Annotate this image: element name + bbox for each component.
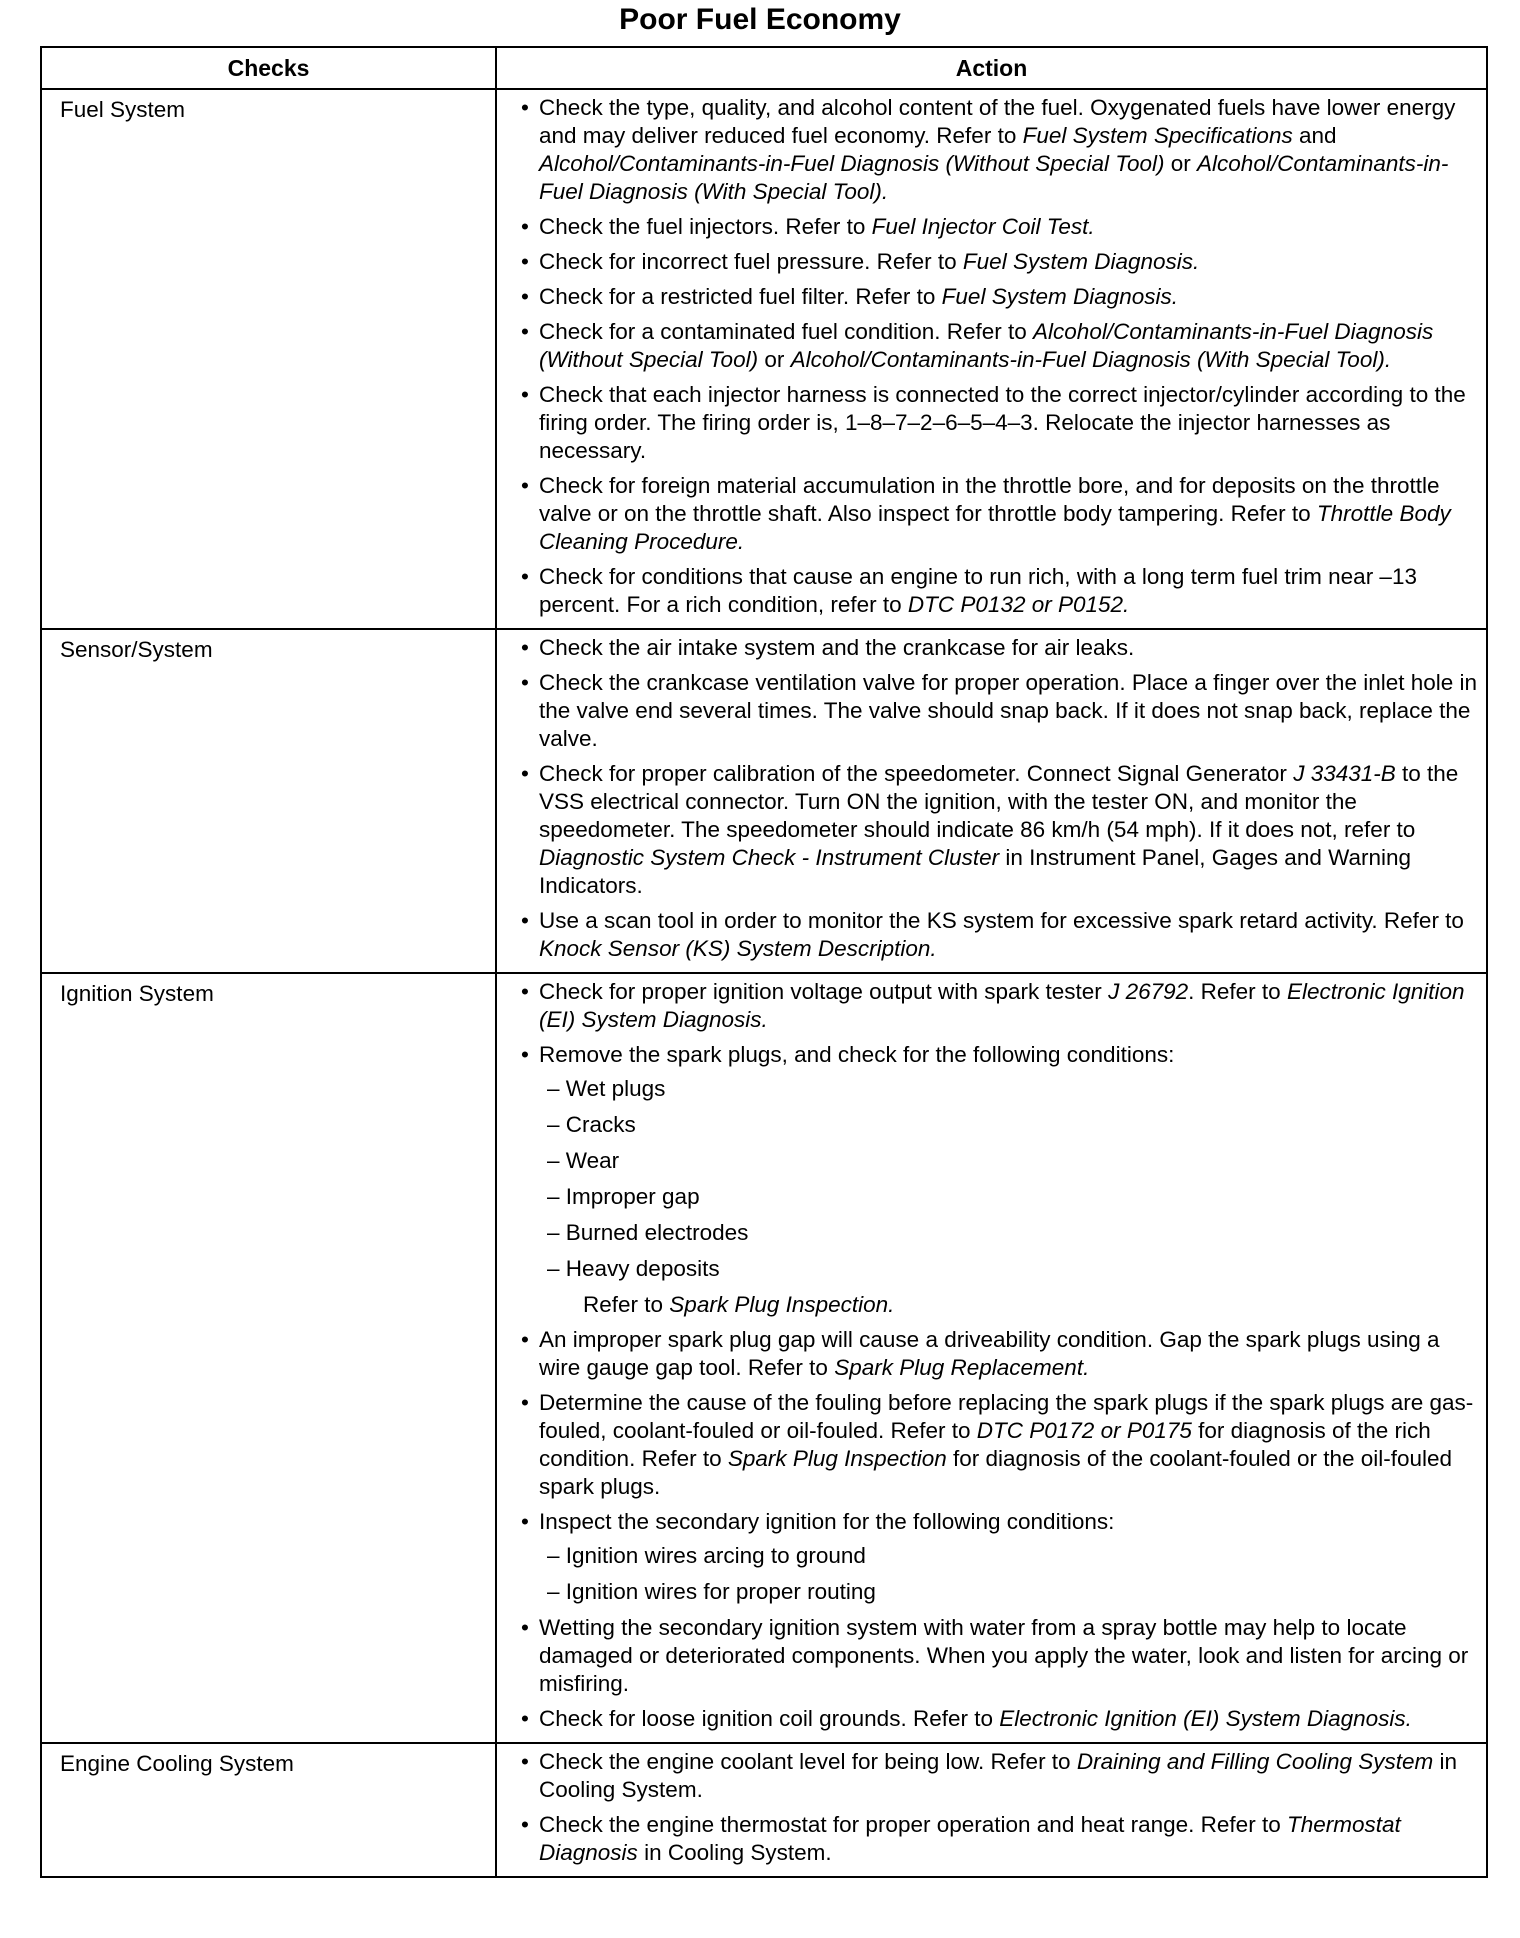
reference-prefix: Refer to [583, 1292, 670, 1317]
sub-item: – Heavy deposits [547, 1256, 720, 1281]
action-item: • Wetting the secondary ignition system with water from a spray bottle may help to locate damaged or deteriorated components. When you apply the water, look and listen for arcing or misfiring. [517, 1614, 1478, 1698]
reference-link: Alcohol/Contaminants-in-Fuel Diagnosis (With Special Tool). [790, 347, 1392, 372]
reference-link: Spark Plug Inspection [727, 1446, 947, 1471]
table-row-engine-cooling-system [41, 1743, 1487, 1877]
sub-item: – Wear [547, 1148, 620, 1173]
action-item: • Check the crankcase ventilation valve for proper operation. Place a finger over the inlet hole in the valve end several times. The valve should snap back. If it does not snap back, replace the valve. [517, 669, 1478, 753]
reference-link: DTC P0172 or P0175 [976, 1418, 1192, 1443]
reference-link: Throttle Body Cleaning Procedure. [539, 501, 1451, 554]
action-list [517, 94, 1478, 619]
action-item: • Check for proper calibration of the speedometer. Connect Signal Generator J 33431-B to the VSS electrical connector. Turn ON the ignition, with the tester ON, and monitor the speedometer. The speedometer should indicate 86 km/h (54 mph). If it does not, refer to Diagnostic System Check - Instrument Cluster in Instrument Panel, Gages and Warning Indicators. [517, 760, 1478, 900]
reference-link: Knock Sensor (KS) System Description. [539, 936, 937, 961]
action-item [517, 1508, 1478, 1606]
action-item: • Check the engine thermostat for proper operation and heat range. Refer to Thermostat Diagnosis in Cooling System. [517, 1811, 1478, 1867]
action-list [517, 978, 1478, 1733]
action-column-header: Action [496, 47, 1487, 89]
action-item [517, 1041, 1478, 1319]
action-item: • Check the type, quality, and alcohol content of the fuel. Oxygenated fuels have lower energy and may deliver reduced fuel economy. Refer to Fuel System Specifications and Alcohol/Contaminants-in-Fuel Diagnosis (Without Special Tool) or Alcohol/Contaminants-in-Fuel Diagnosis (With Special Tool). [517, 94, 1478, 206]
checks-column-header: Checks [41, 47, 496, 89]
reference-link: J 26792 [1108, 979, 1189, 1004]
reference-link: Spark Plug Replacement. [834, 1355, 1090, 1380]
action-list [517, 634, 1478, 963]
action-item: • An improper spark plug gap will cause a driveability condition. Gap the spark plugs using a wire gauge gap tool. Refer to Spark Plug Replacement. [517, 1326, 1478, 1382]
table-row-ignition-system [41, 973, 1487, 1743]
action-item: • Check for foreign material accumulation in the throttle bore, and for deposits on the throttle valve or on the throttle shaft. Also inspect for throttle body tampering. Refer to Throttle Body Cleaning Procedure. [517, 472, 1478, 556]
action-item: • Determine the cause of the fouling before replacing the spark plugs if the spark plugs are gas-fouled, coolant-fouled or oil-fouled. Refer to DTC P0172 or P0175 for diagnosis of the rich condition. Refer to Spark Plug Inspection for diagnosis of the coolant-fouled or the oil-fouled spark plugs. [517, 1389, 1478, 1501]
table-header-row [41, 47, 1487, 89]
action-item: • Check that each injector harness is connected to the correct injector/cylinder according to the firing order. The firing order is, 1–8–7–2–6–5–4–3. Relocate the injector harnesses as necessary. [517, 381, 1478, 465]
reference-link: Fuel System Specifications [1022, 123, 1293, 148]
sub-item: – Cracks [547, 1112, 636, 1137]
page-title: Poor Fuel Economy [619, 3, 901, 36]
action-item: • Check the engine coolant level for being low. Refer to Draining and Filling Cooling System in Cooling System. [517, 1748, 1478, 1804]
action-item: • Check for a contaminated fuel condition. Refer to Alcohol/Contaminants-in-Fuel Diagnosis (Without Special Tool) or Alcohol/Contaminants-in-Fuel Diagnosis (With Special Tool). [517, 318, 1478, 374]
reference-link: Thermostat Diagnosis [539, 1812, 1401, 1865]
action-item: • Check the air intake system and the crankcase for air leaks. [517, 634, 1478, 662]
check-cell: Ignition System [41, 973, 496, 1743]
spark-plug-condition-list [539, 1075, 1478, 1283]
action-cell [496, 89, 1487, 629]
sub-item: – Wet plugs [547, 1076, 666, 1101]
reference-link: Electronic Ignition (EI) System Diagnosis. [539, 979, 1465, 1032]
table-row-fuel-system [41, 89, 1487, 629]
spark-plug-reference [539, 1291, 1478, 1319]
sub-item: – Burned electrodes [547, 1220, 749, 1245]
action-item: • Check for incorrect fuel pressure. Refer to Fuel System Diagnosis. [517, 248, 1478, 276]
diagnosis-table [40, 46, 1488, 1878]
reference-link: J 33431-B [1293, 761, 1396, 786]
action-cell [496, 973, 1487, 1743]
action-list [517, 1748, 1478, 1867]
action-item: • Check for loose ignition coil grounds. Refer to Electronic Ignition (EI) System Diagnosis. [517, 1705, 1478, 1733]
action-text: Inspect the secondary ignition for the following conditions: [539, 1509, 1115, 1534]
check-cell: Fuel System [41, 89, 496, 629]
table-row-sensor-system [41, 629, 1487, 973]
sub-item: – Ignition wires arcing to ground [547, 1543, 866, 1568]
action-item: • Check the fuel injectors. Refer to Fuel Injector Coil Test. [517, 213, 1478, 241]
action-item: • Use a scan tool in order to monitor the KS system for excessive spark retard activity. Refer to Knock Sensor (KS) System Description. [517, 907, 1478, 963]
reference-link: Electronic Ignition (EI) System Diagnosis. [999, 1706, 1412, 1731]
reference-link: Spark Plug Inspection. [669, 1292, 895, 1317]
action-text: Remove the spark plugs, and check for the following conditions: [539, 1042, 1175, 1067]
reference-link: Fuel System Diagnosis. [962, 249, 1200, 274]
reference-link: Alcohol/Contaminants-in-Fuel Diagnosis (Without Special Tool) [539, 151, 1165, 176]
sub-item: – Ignition wires for proper routing [547, 1579, 876, 1604]
action-item: • Check for proper ignition voltage output with spark tester J 26792. Refer to Electronic Ignition (EI) System Diagnosis. [517, 978, 1478, 1034]
check-cell: Sensor/System [41, 629, 496, 973]
check-cell: Engine Cooling System [41, 1743, 496, 1877]
sub-item: – Improper gap [547, 1184, 700, 1209]
reference-link: Diagnostic System Check - Instrument Cluster [539, 845, 1000, 870]
action-item: • Check for a restricted fuel filter. Refer to Fuel System Diagnosis. [517, 283, 1478, 311]
reference-link: Fuel System Diagnosis. [941, 284, 1179, 309]
reference-link: DTC P0132 or P0152. [907, 592, 1130, 617]
secondary-condition-list [539, 1542, 1478, 1606]
action-cell [496, 1743, 1487, 1877]
action-item: • Check for conditions that cause an engine to run rich, with a long term fuel trim near –13 percent. For a rich condition, refer to DTC P0132 or P0152. [517, 563, 1478, 619]
reference-link: Fuel Injector Coil Test. [871, 214, 1095, 239]
reference-link: Alcohol/Contaminants-in-Fuel Diagnosis (With Special Tool). [539, 151, 1449, 204]
action-cell [496, 629, 1487, 973]
reference-link: Draining and Filling Cooling System [1076, 1749, 1434, 1774]
reference-link: Alcohol/Contaminants-in-Fuel Diagnosis (Without Special Tool) [539, 319, 1434, 372]
